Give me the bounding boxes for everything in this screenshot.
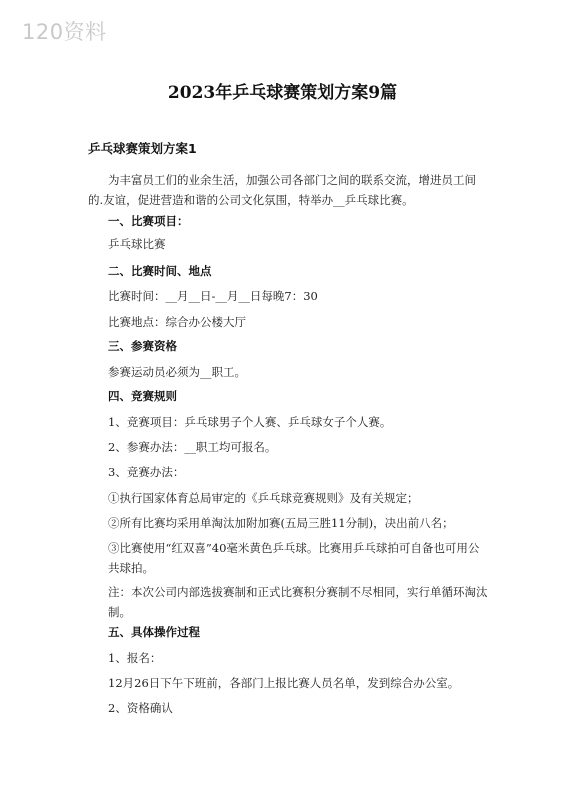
eligibility-text: 参赛运动员必须为__职工。 <box>108 365 246 379</box>
procedure-item-1-text: 12月26日下午下班前，各部门上报比赛人员名单，发到综合办公室。 <box>108 676 460 690</box>
procedure-item-2: 2、资格确认 <box>108 701 173 715</box>
heading-time-place: 二、比赛时间、地点 <box>108 264 212 278</box>
watermark: 120资料 <box>22 20 107 44</box>
heading-procedure: 五、具体操作过程 <box>108 625 200 639</box>
event-items-text: 乒乓球比赛 <box>108 237 166 251</box>
procedure-item-1: 1、报名： <box>108 651 162 665</box>
match-place-text: 比赛地点：综合办公楼大厅 <box>108 315 246 329</box>
intro-paragraph: 为丰富员工们的业余生活，加强公司各部门之间的联系交流，增进员工间的.友谊，促进营造和谐的公司文化氛围，特举办__乒乓球比赛。 <box>88 173 476 207</box>
document-title: 2023年乒乓球赛策划方案9篇 <box>167 83 398 103</box>
section-subtitle: 乒乓球赛策划方案1 <box>88 141 197 156</box>
rules-item-3: 3、竞赛办法： <box>108 465 185 479</box>
rules-note: 注：本次公司内部选拔赛制和正式比赛积分赛制不尽相同，实行单循环淘汰制。 <box>108 585 488 619</box>
rules-item-1: 1、竞赛项目：乒乓球男子个人赛、乒乓球女子个人赛。 <box>108 415 392 429</box>
rule-detail-1: ①执行国家体育总局审定的《乒乓球竞赛规则》及有关规定； <box>108 491 419 505</box>
heading-eligibility: 三、参赛资格 <box>108 339 177 353</box>
heading-event-items: 一、比赛项目： <box>108 214 189 228</box>
heading-rules: 四、竞赛规则 <box>108 389 177 403</box>
rule-detail-3: ③比赛使用“红双喜”40毫米黄色乒乓球。比赛用乒乓球拍可自备也可用公共球拍。 <box>108 541 480 575</box>
match-time-text: 比赛时间：__月__日-__月__日每晚7：30 <box>108 289 318 303</box>
rule-detail-2: ②所有比赛均采用单淘汰加附加赛(五局三胜11分制)，决出前八名； <box>108 516 454 530</box>
rules-item-2: 2、参赛办法：__职工均可报名。 <box>108 440 277 454</box>
